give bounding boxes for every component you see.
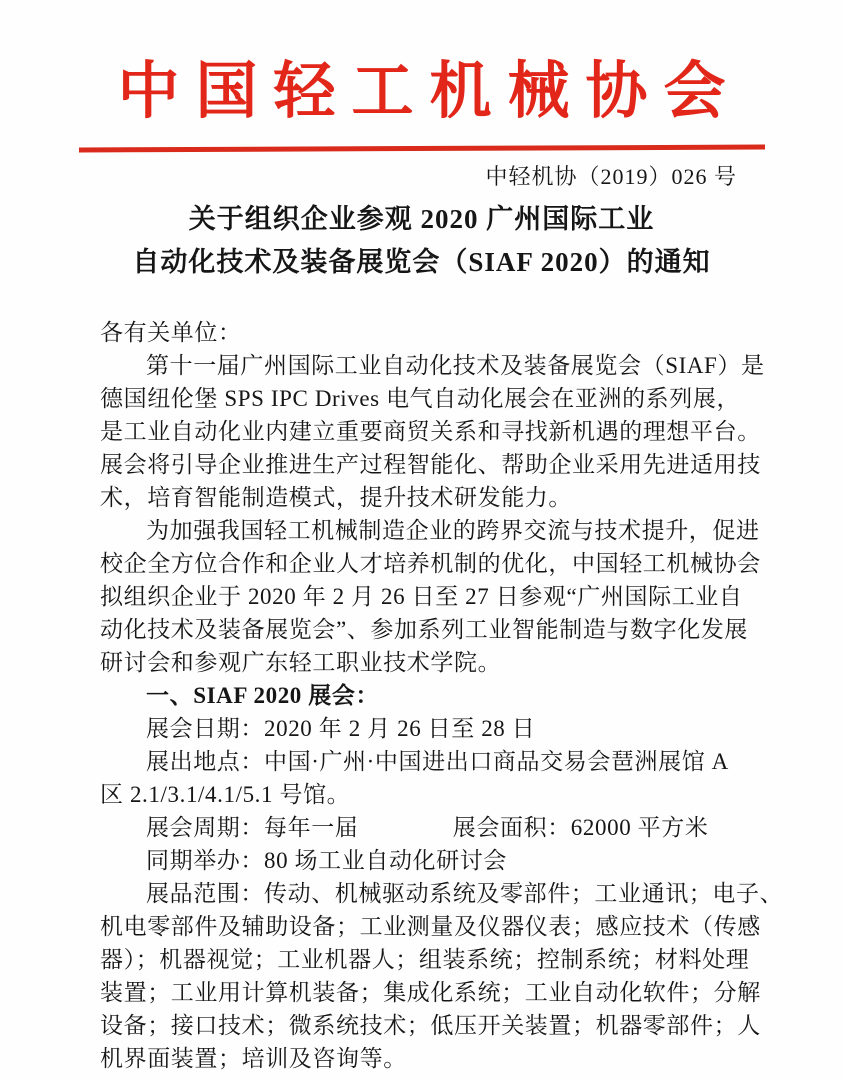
notice-title-line-2: 自动化技术及装备展览会（SIAF 2020）的通知 xyxy=(132,247,711,277)
org-name-header: 中国轻工机械协会 xyxy=(117,58,742,126)
body-line: 校企全方位合作和企业人才培养机制的优化，中国轻工机械协会 xyxy=(100,551,761,576)
red-divider-rule xyxy=(78,145,764,153)
body-line: 机电零部件及辅助设备；工业测量及仪器仪表；感应技术（传感 xyxy=(100,914,761,939)
body-line: 展会日期：2020 年 2 月 26 日至 28 日 xyxy=(146,716,536,741)
body-line: 展品范围：传动、机械驱动系统及零部件；工业通讯；电子、 xyxy=(146,881,784,906)
notice-body xyxy=(0,316,843,1075)
body-line: 术，培育智能制造模式，提升技术研发能力。 xyxy=(100,485,572,510)
body-line: 一、SIAF 2020 展会： xyxy=(146,683,380,708)
body-line: 拟组织企业于 2020 年 2 月 26 日至 27 日参观“广州国际工业自 xyxy=(100,584,743,609)
body-line: 德国纽伦堡 SPS IPC Drives 电气自动化展会在亚洲的系列展， xyxy=(100,386,741,411)
body-line: 机界面装置；培训及咨询等。 xyxy=(100,1046,407,1071)
body-line: 第十一届广州国际工业自动化技术及装备展览会（SIAF）是 xyxy=(146,353,765,378)
body-line: 设备；接口技术；微系统技术；低压开关装置；机器零部件；人 xyxy=(100,1013,761,1038)
body-line: 展会周期：每年一届 展会面积：62000 平方米 xyxy=(146,815,709,840)
notice-title-line-1: 关于组织企业参观 2020 广州国际工业 xyxy=(188,204,655,234)
body-line: 是工业自动化业内建立重要商贸关系和寻找新机遇的理想平台。 xyxy=(100,419,761,444)
document-number: 中轻机协（2019）026 号 xyxy=(485,164,737,189)
body-line: 展会将引导企业推进生产过程智能化、帮助企业采用先进适用技 xyxy=(100,452,761,477)
body-line: 为加强我国轻工机械制造企业的跨界交流与技术提升，促进 xyxy=(146,518,760,543)
notice-title xyxy=(0,198,843,284)
body-line: 研讨会和参观广东轻工职业技术学院。 xyxy=(100,650,502,675)
body-line: 区 2.1/3.1/4.1/5.1 号馆。 xyxy=(100,782,351,807)
body-line: 动化技术及装备展览会”、参加系列工业智能制造与数字化发展 xyxy=(100,617,749,642)
body-line: 同期举办：80 场工业自动化研讨会 xyxy=(146,848,507,873)
body-line: 展出地点：中国·广州·中国进出口商品交易会琶洲展馆 A xyxy=(146,749,729,774)
body-line: 器）；机器视觉；工业机器人；组装系统；控制系统；材料处理 xyxy=(100,947,750,972)
body-line: 装置；工业用计算机装备；集成化系统；工业自动化软件；分解 xyxy=(100,980,761,1005)
body-line: 各有关单位： xyxy=(100,320,242,345)
